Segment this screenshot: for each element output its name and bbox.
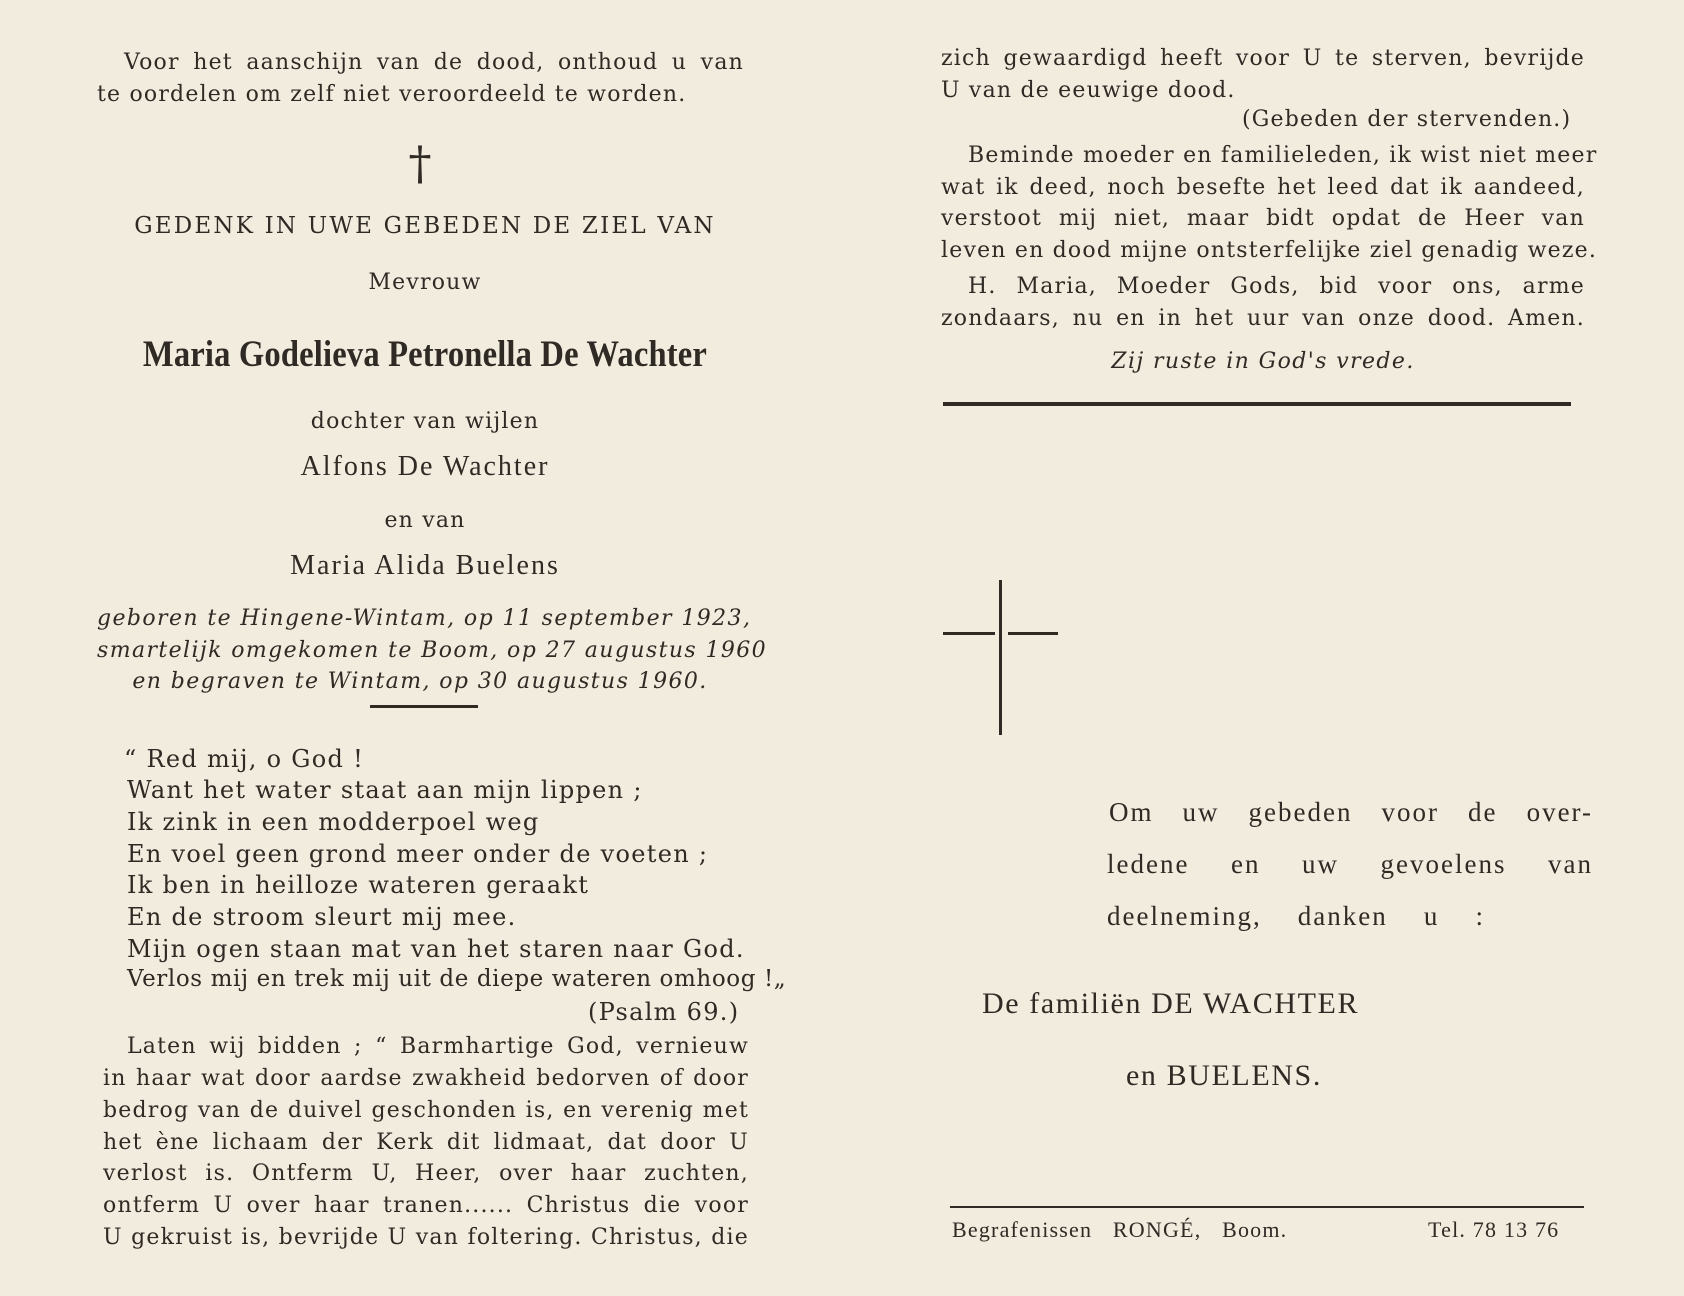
father-name: Alfons De Wachter (300, 451, 550, 482)
psalm-line-1: “ Red mij, o God ! (124, 745, 365, 773)
plea-line-3: verstoot mij niet, maar bidt opdat de Heer van (941, 206, 1585, 231)
psalm-line-4: En voel geen grond meer onder de voeten ; (127, 840, 709, 868)
psalm-line-7: Mijn ogen staan mat van het staren naar God. (127, 935, 745, 963)
cross-icon-large (999, 580, 1002, 735)
and-of-label: en van (384, 508, 466, 533)
cross-arm-right (1008, 632, 1058, 635)
thanks-line-3: deelneming, danken u : (1107, 901, 1485, 931)
plea-line-4: leven en dood mijne ontsterfelijke ziel genadig weze. (941, 238, 1598, 263)
prayer-line-1: Laten wij bidden ; “ Barmhartige God, vernieuw (127, 1034, 749, 1059)
hail-mary-line-1: H. Maria, Moeder Gods, bid voor ons, arme (968, 274, 1585, 299)
thanks-line-2: ledene en uw gevoelens van (1107, 849, 1593, 879)
family-line-1: De familiën DE WACHTER (982, 987, 1360, 1020)
prayer-line-4: het ène lichaam der Kerk dit lidmaat, dat door U (103, 1130, 749, 1155)
prayer-line-6: ontferm U over haar tranen...... Christus die voor (103, 1193, 749, 1218)
psalm-line-3: Ik zink in een modderpoel weg (127, 808, 540, 836)
long-divider (943, 402, 1571, 406)
hail-mary-line-2: zondaars, nu en in het uur van onze dood. Amen. (941, 306, 1585, 331)
prayer-source: (Gebeden der stervenden.) (1242, 107, 1572, 132)
phone-number: Tel. 78 13 76 (1428, 1217, 1560, 1242)
intro-line-1: Voor het aanschijn van de dood, onthoud u van (124, 50, 744, 75)
prayer-cont-line-2: U van de eeuwige dood. (941, 78, 1236, 103)
right-panel (842, 0, 1684, 1296)
intro-line-2: te oordelen om zelf niet veroordeeld te worden. (97, 82, 687, 107)
rest-in-peace: Zij ruste in God's vrede. (1111, 349, 1415, 374)
prayer-line-5: verlost is. Ontferm U, Heer, over haar zuchten, (103, 1161, 749, 1186)
psalm-line-8: Verlos mij en trek mij uit de diepe wateren omhoog !„ (127, 966, 787, 992)
short-divider (370, 705, 478, 708)
remember-heading: GEDENK IN UWE GEBEDEN DE ZIEL VAN (134, 213, 716, 239)
honorific: Mevrouw (368, 270, 482, 295)
footer-divider (950, 1206, 1584, 1208)
mother-name: Maria Alida Buelens (290, 550, 560, 581)
thanks-line-1: Om uw gebeden voor de over- (1109, 797, 1593, 827)
psalm-line-6: En de stroom sleurt mij mee. (127, 903, 517, 931)
psalm-line-5: Ik ben in heilloze wateren geraakt (127, 871, 590, 899)
plea-line-1: Beminde moeder en familieleden, ik wist niet meer (968, 143, 1598, 168)
prayer-cont-line-1: zich gewaardigd heeft voor U te sterven, bevrijde (941, 46, 1585, 71)
plea-line-2: wat ik deed, noch besefte het leed dat ik aandeed, (941, 175, 1585, 200)
prayer-line-7: U gekruist is, bevrijde U van foltering. Christus, die (103, 1225, 749, 1250)
burial-line: en begraven te Wintam, op 30 augustus 1960. (132, 669, 708, 694)
birth-line: geboren te Hingene-Wintam, op 11 september 1923, (97, 606, 752, 631)
death-line: smartelijk omgekomen te Boom, op 27 augustus 1960 (97, 638, 768, 663)
deceased-name: Maria Godelieva Petronella De Wachter (142, 334, 708, 375)
daughter-of-label: dochter van wijlen (310, 409, 540, 434)
psalm-line-2: Want het water staat aan mijn lippen ; (127, 776, 643, 804)
prayer-line-3: bedrog van de duivel geschonden is, en verenig met (103, 1098, 749, 1123)
undertaker-credit: Begrafenissen RONGÉ, Boom. (952, 1217, 1288, 1242)
cross-icon: † (408, 136, 432, 190)
cross-arm-left (943, 632, 995, 635)
psalm-reference: (Psalm 69.) (588, 998, 740, 1026)
prayer-line-2: in haar wat door aardse zwakheid bedorven of door (103, 1066, 749, 1091)
family-line-2: en BUELENS. (1126, 1059, 1322, 1092)
